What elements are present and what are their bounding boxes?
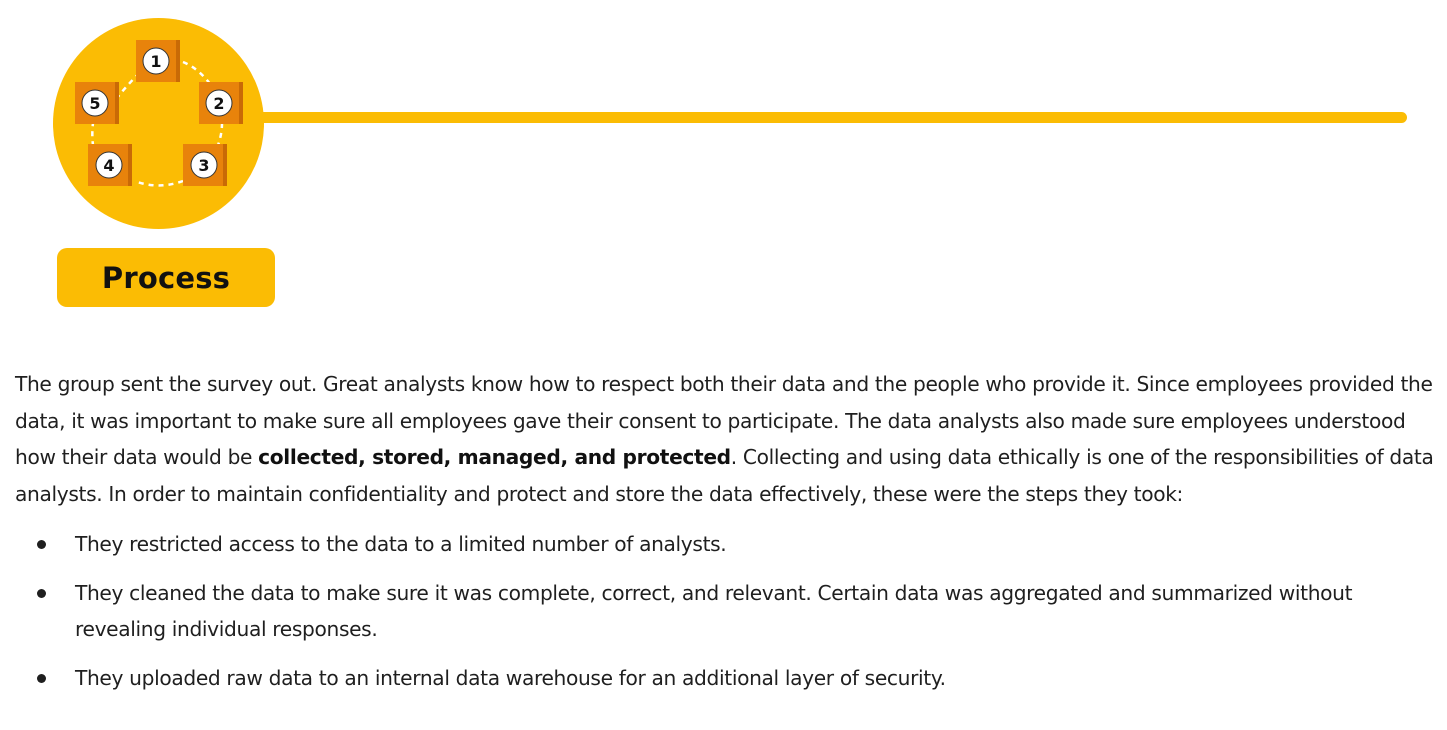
process-cycle-icon <box>53 18 264 229</box>
step-3-number: 3 <box>198 156 210 175</box>
step-4-icon <box>88 144 132 186</box>
step-5-icon <box>75 82 119 124</box>
step-1-icon <box>136 40 180 82</box>
paragraph-text-end: . Collecting and using data ethically is one of the responsibilities of data analysts. In order to maintain confidentiality and protect and store the data effectively, these were the steps they took: <box>15 445 1434 506</box>
timeline-line <box>250 112 1407 123</box>
list-item <box>15 660 1365 697</box>
list-item-text: They uploaded raw data to an internal data warehouse for an additional layer of security. <box>75 665 946 690</box>
step-3-icon <box>183 144 227 186</box>
step-4-number: 4 <box>103 156 115 175</box>
list-item <box>15 575 1365 648</box>
intro-paragraph <box>15 366 1435 512</box>
bullet-icon <box>37 540 46 549</box>
process-graphic <box>0 0 1447 320</box>
article-content <box>15 366 1435 708</box>
step-1-number: 1 <box>150 52 162 71</box>
bullet-icon <box>37 674 46 683</box>
step-5-number: 5 <box>89 94 101 113</box>
list-item-text: They restricted access to the data to a limited number of analysts. <box>75 532 727 556</box>
bullet-icon <box>37 589 46 598</box>
process-badge: Process <box>57 248 275 307</box>
step-2-number: 2 <box>213 94 225 113</box>
step-2-icon <box>199 82 243 124</box>
paragraph-bold-text: collected, stored, managed, and protected <box>258 445 731 469</box>
cycle-diagram <box>53 18 264 229</box>
steps-list <box>15 526 1435 696</box>
paragraph-text-start: The group sent the survey out. Great analysts know how to respect both their data and the people who provide it. Since employees provided the data, it was important to make sure all employees gave their consent to participate. The data analysts also made sure employees understood how their data would be <box>15 372 1433 469</box>
list-item <box>15 526 1365 563</box>
list-item-text: They cleaned the data to make sure it was complete, correct, and relevant. Certain data was aggregated and summarized without revealing individual responses. <box>75 580 1353 641</box>
